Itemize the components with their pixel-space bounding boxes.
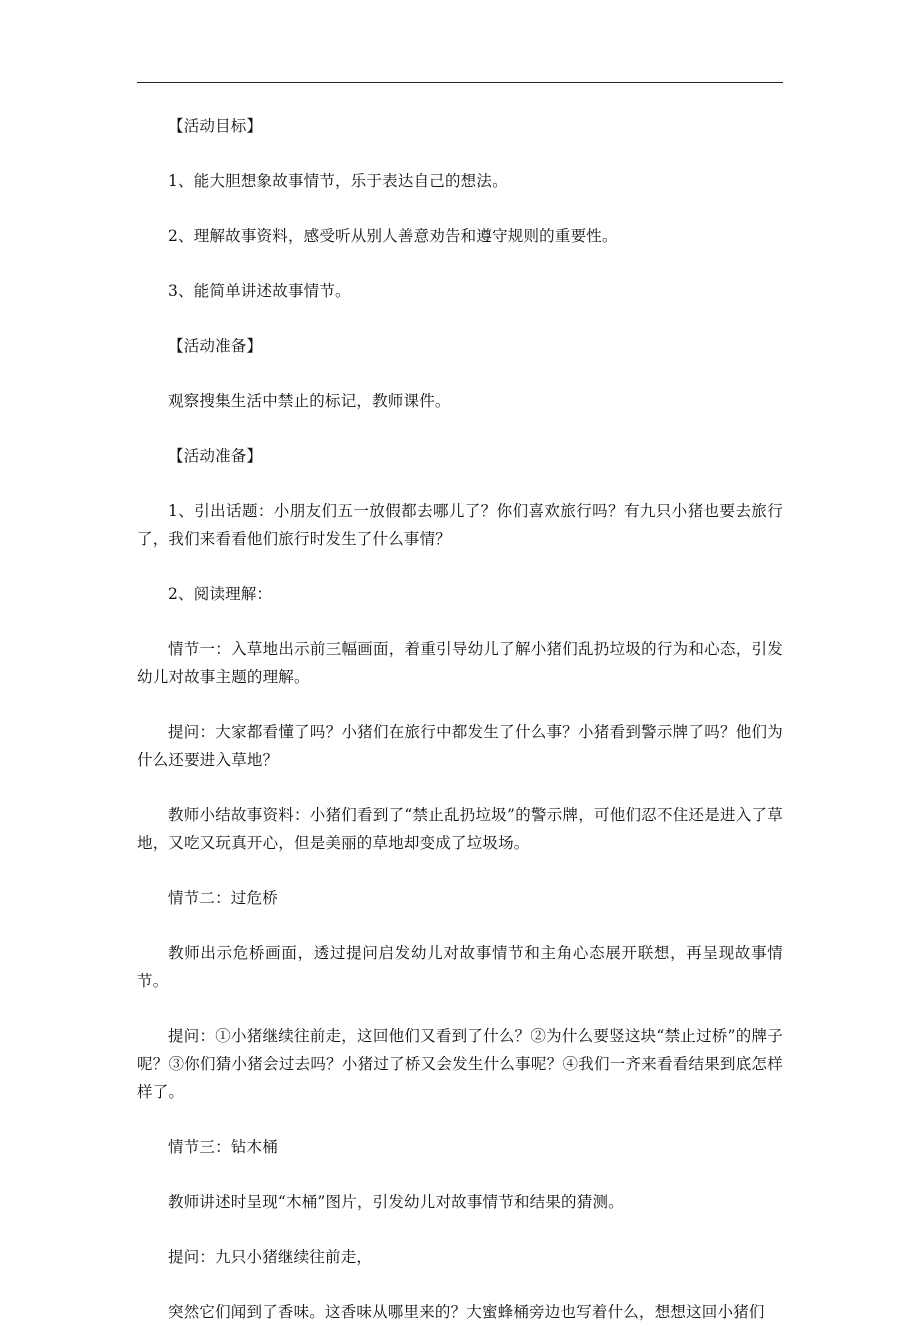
goal-item-3: 3、能简单讲述故事情节。 — [168, 282, 351, 300]
document-body — [137, 112, 783, 1326]
plot-1-intro: 情节一：入草地出示前三幅画面，着重引导幼儿了解小猪们乱扔垃圾的行为和心态，引发幼儿对故事主题的理解。 — [137, 640, 783, 686]
plot-1-summary: 教师小结故事资料：小猪们看到了“禁止乱扔垃圾”的警示牌，可他们忍不住还是进入了草地，又吃又玩真开心，但是美丽的草地却变成了垃圾场。 — [137, 806, 783, 852]
section-heading-goals: 【活动目标】 — [168, 117, 263, 135]
plot-2-questions: 提问：①小猪继续往前走，这回他们又看到了什么？②为什么要竖这块“禁止过桥”的牌子呢？③你们猜小猪会过去吗？小猪过了桥又会发生什么事呢？④我们一齐来看看结果到底怎样样了。 — [137, 1027, 783, 1101]
plot-3-intro: 教师讲述时呈现“木桶”图片，引发幼儿对故事情节和结果的猜测。 — [168, 1193, 624, 1211]
plot-3-continuation: 突然它们闻到了香味。这香味从哪里来的？大蜜蜂桶旁边也写着什么，想想这回小猪们 — [168, 1303, 765, 1321]
goal-item-2: 2、理解故事资料，感受听从别人善意劝告和遵守规则的重要性。 — [168, 227, 618, 245]
header-rule — [137, 82, 783, 83]
plot-3-heading: 情节三：钻木桶 — [168, 1138, 278, 1156]
plot-2-intro: 教师出示危桥画面，透过提问启发幼儿对故事情节和主角心态展开联想，再呈现故事情节。 — [137, 944, 783, 990]
step-2-reading: 2、阅读理解： — [168, 585, 273, 603]
step-1-topic: 1、引出话题：小朋友们五一放假都去哪儿了？你们喜欢旅行吗？有九只小猪也要去旅行了，我们来看看他们旅行时发生了什么事情？ — [137, 502, 783, 548]
preparation-text: 观察搜集生活中禁止的标记，教师课件。 — [168, 392, 451, 410]
plot-3-question: 提问：九只小猪继续往前走， — [168, 1248, 373, 1266]
plot-2-heading: 情节二：过危桥 — [168, 889, 278, 907]
goal-item-1: 1、能大胆想象故事情节，乐于表达自己的想法。 — [168, 172, 508, 190]
plot-1-questions: 提问：大家都看懂了吗？小猪们在旅行中都发生了什么事？小猪看到警示牌了吗？他们为什么还要进入草地？ — [137, 723, 783, 769]
section-heading-process: 【活动准备】 — [168, 447, 263, 465]
section-heading-preparation: 【活动准备】 — [168, 337, 263, 355]
